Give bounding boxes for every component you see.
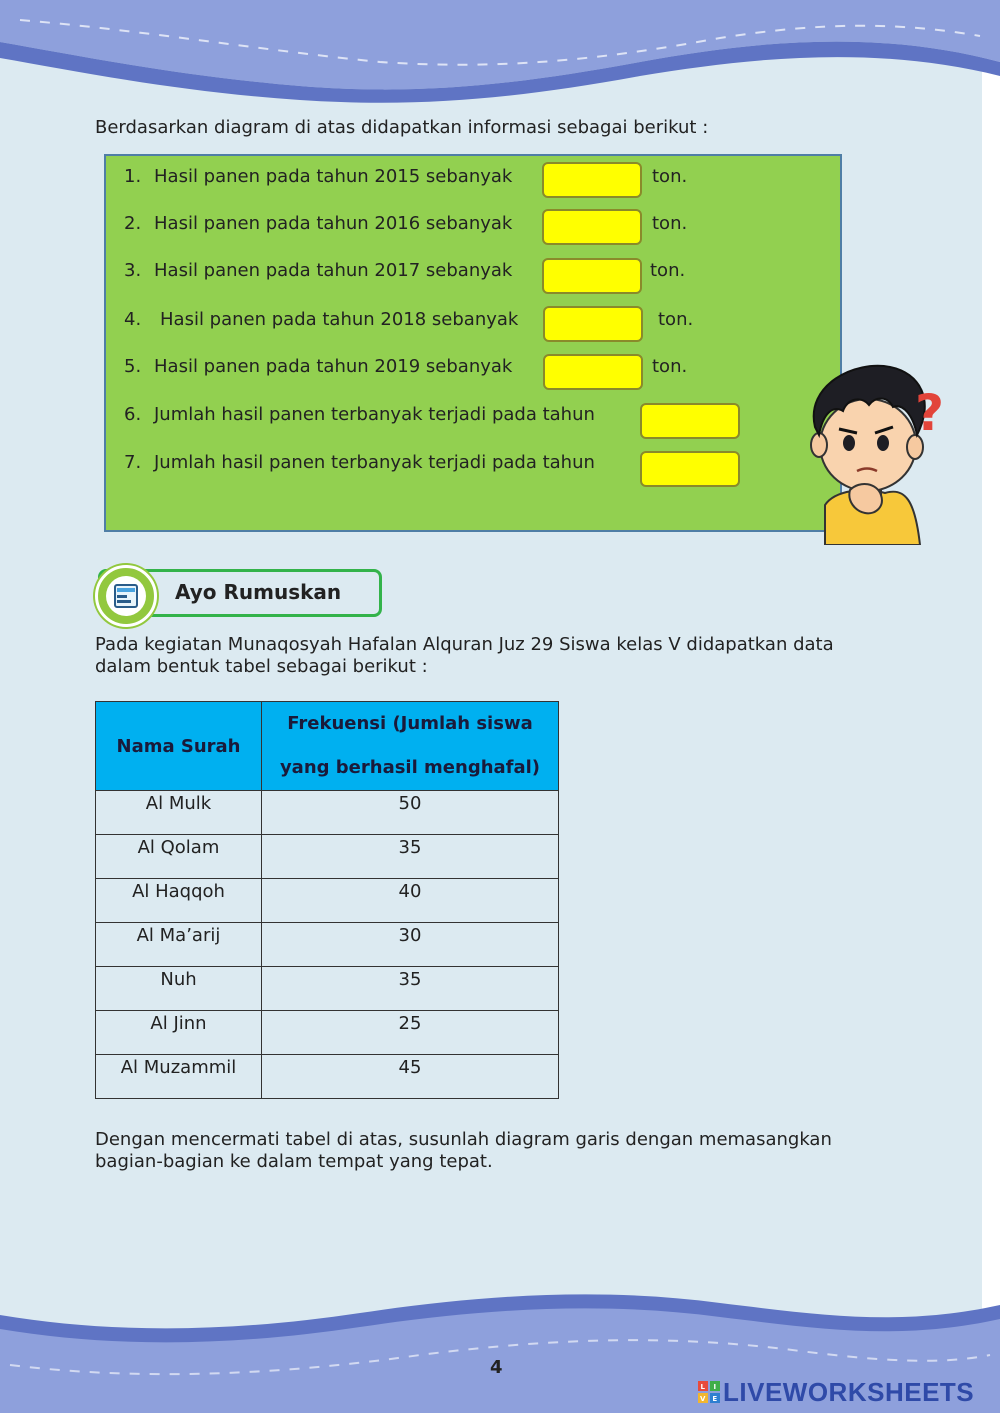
frequency-value: 30 (262, 923, 559, 967)
question-mark-icon: ? (915, 384, 945, 442)
table-row (96, 1011, 559, 1055)
question-number: 6. (124, 404, 142, 425)
page-number: 4 (490, 1357, 503, 1378)
instruction-line-2: bagian-bagian ke dalam tempat yang tepat. (95, 1151, 493, 1172)
question-3 (124, 260, 512, 281)
question-6 (124, 404, 595, 425)
worksheet-icon (95, 565, 157, 627)
question-text: Hasil panen pada tahun 2018 sebanyak (160, 309, 519, 330)
table-row (96, 879, 559, 923)
surah-name: Nuh (96, 967, 262, 1011)
answer-box-6[interactable] (640, 403, 740, 439)
memorization-table (95, 701, 559, 1099)
question-5 (124, 356, 512, 377)
answer-box-1[interactable] (542, 162, 642, 198)
question-number: 1. (124, 166, 142, 187)
question-4 (124, 309, 518, 330)
instruction-line-1: Dengan mencermati tabel di atas, susunlah diagram garis dengan memasangkan (95, 1129, 832, 1150)
question-text: Hasil panen pada tahun 2016 sebanyak (154, 213, 513, 234)
frequency-value: 50 (262, 791, 559, 835)
question-text: Jumlah hasil panen terbanyak terjadi pada tahun (154, 404, 595, 425)
answer-box-7[interactable] (640, 451, 740, 487)
liveworksheets-logo-icon (698, 1381, 720, 1403)
unit-label: ton. (652, 213, 688, 234)
frequency-value: 35 (262, 835, 559, 879)
unit-label: ton. (652, 166, 688, 187)
answer-box-5[interactable] (543, 354, 643, 390)
unit-label: ton. (652, 356, 688, 377)
table-row (96, 923, 559, 967)
surah-name: Al Mulk (96, 791, 262, 835)
document-icon (106, 576, 146, 616)
surah-name: Al Haqqoh (96, 879, 262, 923)
description-line-2: dalam bentuk tabel sebagai berikut : (95, 656, 428, 677)
answer-box-4[interactable] (543, 306, 643, 342)
answer-box-2[interactable] (542, 209, 642, 245)
surah-name: Al Jinn (96, 1011, 262, 1055)
surah-name: Al Ma’arij (96, 923, 262, 967)
header-frequency-line-1: Frekuensi (Jumlah siswa (287, 713, 533, 734)
question-1 (124, 166, 512, 187)
question-number: 2. (124, 213, 142, 234)
logo-mark-letter: I (713, 1383, 717, 1391)
unit-label: ton. (658, 309, 694, 330)
frequency-value: 45 (262, 1055, 559, 1099)
question-text: Hasil panen pada tahun 2015 sebanyak (154, 166, 513, 187)
frequency-value: 40 (262, 879, 559, 923)
logo-mark-letter: E (712, 1395, 718, 1403)
frequency-value: 25 (262, 1011, 559, 1055)
surah-name: Al Qolam (96, 835, 262, 879)
frequency-value: 35 (262, 967, 559, 1011)
question-7 (124, 452, 595, 473)
header-surah-name: Nama Surah (96, 702, 262, 791)
logo-mark-letter: L (700, 1383, 706, 1391)
question-number: 3. (124, 260, 142, 281)
liveworksheets-logo (698, 1377, 974, 1408)
table-row (96, 1055, 559, 1099)
intro-text: Berdasarkan diagram di atas didapatkan informasi sebagai berikut : (95, 117, 709, 138)
surah-name: Al Muzammil (96, 1055, 262, 1099)
table-row (96, 967, 559, 1011)
description-line-1: Pada kegiatan Munaqosyah Hafalan Alquran Juz 29 Siswa kelas V didapatkan data (95, 634, 834, 655)
question-2 (124, 213, 512, 234)
worksheet-icon-inner (106, 576, 146, 616)
table-header-row (96, 702, 559, 791)
header-frequency-line-2: yang berhasil menghafal) (279, 757, 541, 778)
question-text: Hasil panen pada tahun 2017 sebanyak (154, 260, 513, 281)
thinking-boy-illustration (795, 355, 950, 545)
answer-box-3[interactable] (542, 258, 642, 294)
question-text: Hasil panen pada tahun 2019 sebanyak (154, 356, 513, 377)
question-number: 7. (124, 452, 142, 473)
top-wave-decoration (0, 0, 1000, 110)
question-text: Jumlah hasil panen terbanyak terjadi pada tahun (154, 452, 595, 473)
logo-mark-letter: V (700, 1395, 706, 1403)
table-row (96, 791, 559, 835)
unit-label: ton. (650, 260, 686, 281)
liveworksheets-logo-text: LIVEWORKSHEETS (723, 1377, 975, 1407)
section-title: Ayo Rumuskan (175, 580, 342, 604)
question-number: 5. (124, 356, 142, 377)
header-frequency (262, 702, 559, 791)
table-row (96, 835, 559, 879)
question-number: 4. (124, 309, 142, 330)
